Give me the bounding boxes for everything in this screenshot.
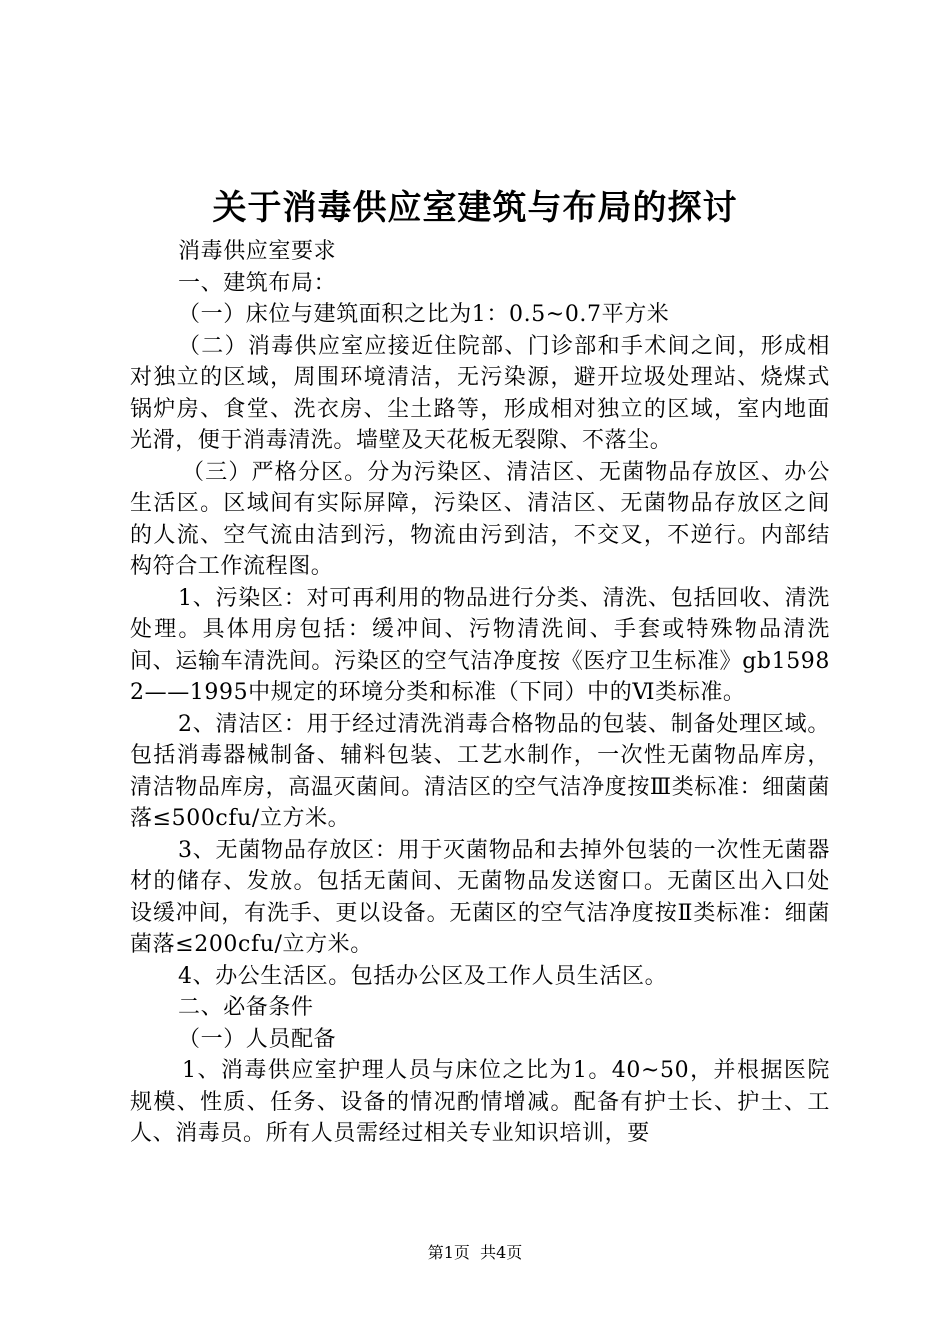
- paragraph: 3、无菌物品存放区：用于灭菌物品和去掉外包装的一次性无菌器材的储存、发放。包括无菌间、无菌物品发送窗口。无菌区出入口处设缓冲间，有洗手、更以设备。无菌区的空气洁净度按Ⅱ类标准：细菌菌落≤200cfu/立方米。: [130, 837, 830, 957]
- paragraph: 1、消毒供应室护理人员与床位之比为1。40~50，并根据医院规模、性质、任务、设备的情况酌情增减。配备有护士长、护士、工人、消毒员。所有人员需经过相关专业知识培训，要: [130, 1058, 830, 1146]
- paragraph: 1、污染区：对可再利用的物品进行分类、清洗、包括回收、清洗处理。具体用房包括：缓冲间、污物清洗间、手套或特殊物品清洗间、运输车清洗间。污染区的空气洁净度按《医疗卫生标准》gb15982——1995中规定的环境分类和标准（下同）中的Ⅵ类标准。: [130, 585, 830, 705]
- document-title: 关于消毒供应室建筑与布局的探讨: [212, 188, 738, 228]
- paragraph: （三）严格分区。分为污染区、清洁区、无菌物品存放区、办公生活区。区域间有实际屏障，污染区、清洁区、无菌物品存放区之间的人流、空气流由洁到污，物流由污到洁，不交叉，不逆行。内部结构符合工作流程图。: [130, 459, 830, 579]
- paragraph: （二）消毒供应室应接近住院部、门诊部和手术间之间，形成相对独立的区域，周围环境清洁，无污染源，避开垃圾处理站、烧煤式锅炉房、食堂、洗衣房、尘土路等，形成相对独立的区域，室内地面光滑，便于消毒清洗。墙壁及天花板无裂隙、不落尘。: [130, 333, 830, 453]
- paragraph: 2、清洁区：用于经过清洗消毒合格物品的包装、制备处理区域。包括消毒器械制备、辅料包装、工艺水制作，一次性无菌物品库房，清洁物品库房，高温灭菌间。清洁区的空气洁净度按Ⅲ类标准：细菌菌落≤500cfu/立方米。: [130, 711, 830, 831]
- section-heading: 二、必备条件: [178, 995, 314, 1020]
- section-heading: 一、建筑布局：: [178, 270, 337, 296]
- paragraph-heading: 消毒供应室要求: [178, 239, 337, 264]
- paragraph: （一）床位与建筑面积之比为1：0.5~0.7平方米: [178, 302, 670, 327]
- subsection-heading: （一）人员配备: [178, 1026, 337, 1052]
- page-footer: 第1页 共4页: [427, 1243, 523, 1262]
- document-body: [130, 236, 830, 1150]
- paragraph: 4、办公生活区。包括办公区及工作人员生活区。: [178, 963, 668, 989]
